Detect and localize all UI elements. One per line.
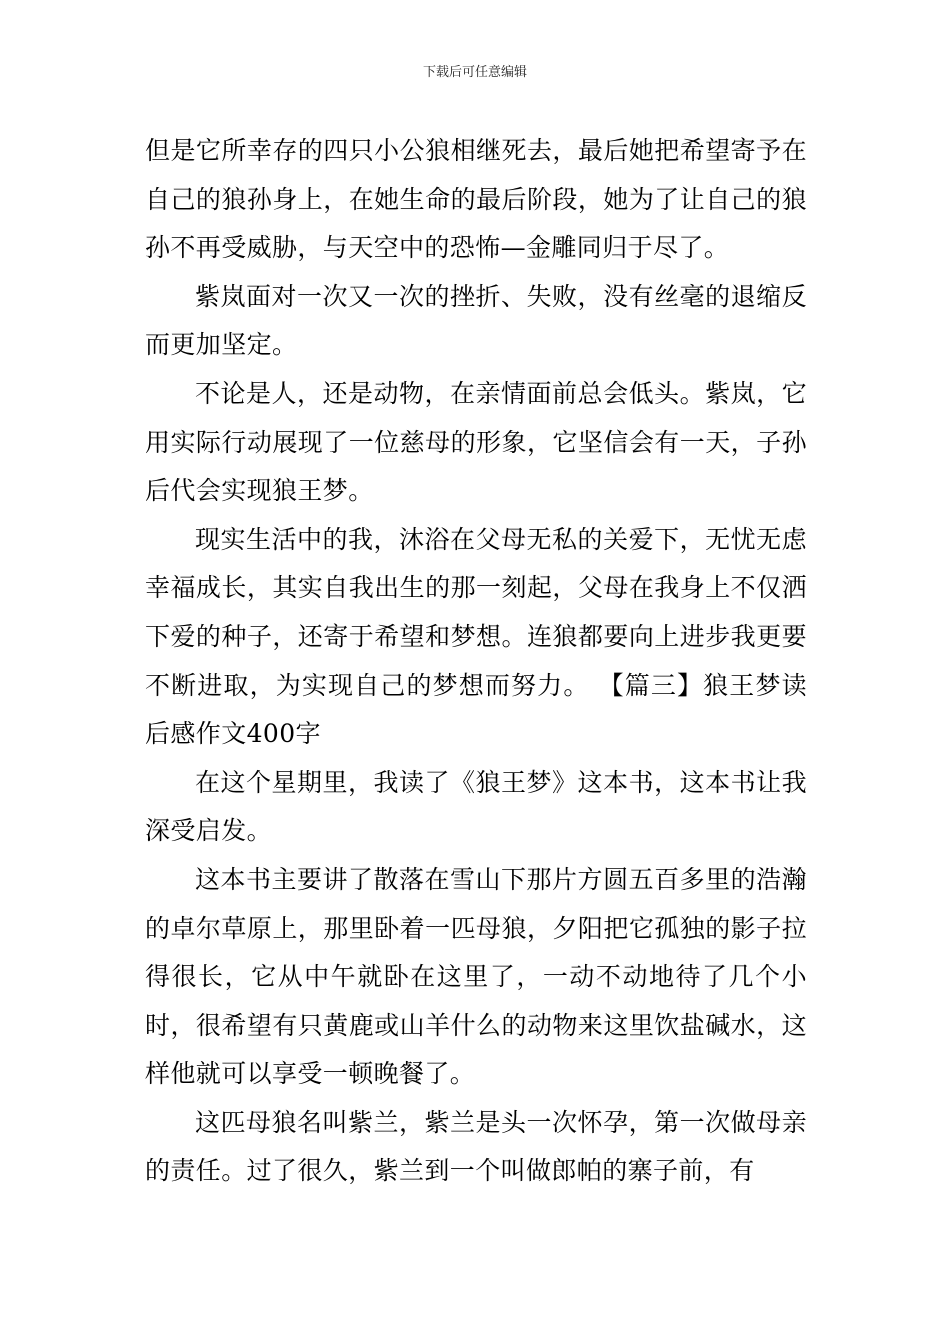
paragraph: 不论是人，还是动物，在亲情面前总会低头。紫岚，它用实际行动展现了一位慈母的形象，它坚信会有一天，子孙后代会实现狼王梦。 [145,378,807,506]
paragraph: 紫岚面对一次又一次的挫折、失败，没有丝毫的退缩反而更加坚定。 [145,281,807,360]
paragraph: 现实生活中的我，沐浴在父母无私的关爱下，无忧无虑幸福成长，其实自我出生的那一刻起，父母在我身上不仅洒下爱的种子，还寄于希望和梦想。连狼都要向上进步我更要不断进取，为实现自己的梦想而努力。 【篇三】狼王梦读后感作文400字 [145,524,807,749]
page-header: 下载后可任意编辑 [422,65,527,80]
paragraph: 这本书主要讲了散落在雪山下那片方圆五百多里的浩瀚的卓尔草原上，那里卧着一匹母狼，夕阳把它孤独的影子拉得很长，它从中午就卧在这里了，一动不动地待了几个小时，很希望有只黄鹿或山羊什么的动物来这里饮盐碱水，这样他就可以享受一顿晚餐了。 [145,864,807,1089]
paragraph: 在这个星期里，我读了《狼王梦》这本书，这本书让我深受启发。 [145,767,807,846]
paragraph: 这匹母狼名叫紫兰，紫兰是头一次怀孕，第一次做母亲的责任。过了很久，紫兰到一个叫做郎帕的寨子前，有 [145,1107,807,1186]
paragraph-continued: 但是它所幸存的四只小公狼相继死去，最后她把希望寄予在自己的狼孙身上，在她生命的最后阶段，她为了让自己的狼孙不再受威胁，与天空中的恐怖—金雕同归于尽了。 [145,136,807,263]
document-body [145,127,807,1196]
